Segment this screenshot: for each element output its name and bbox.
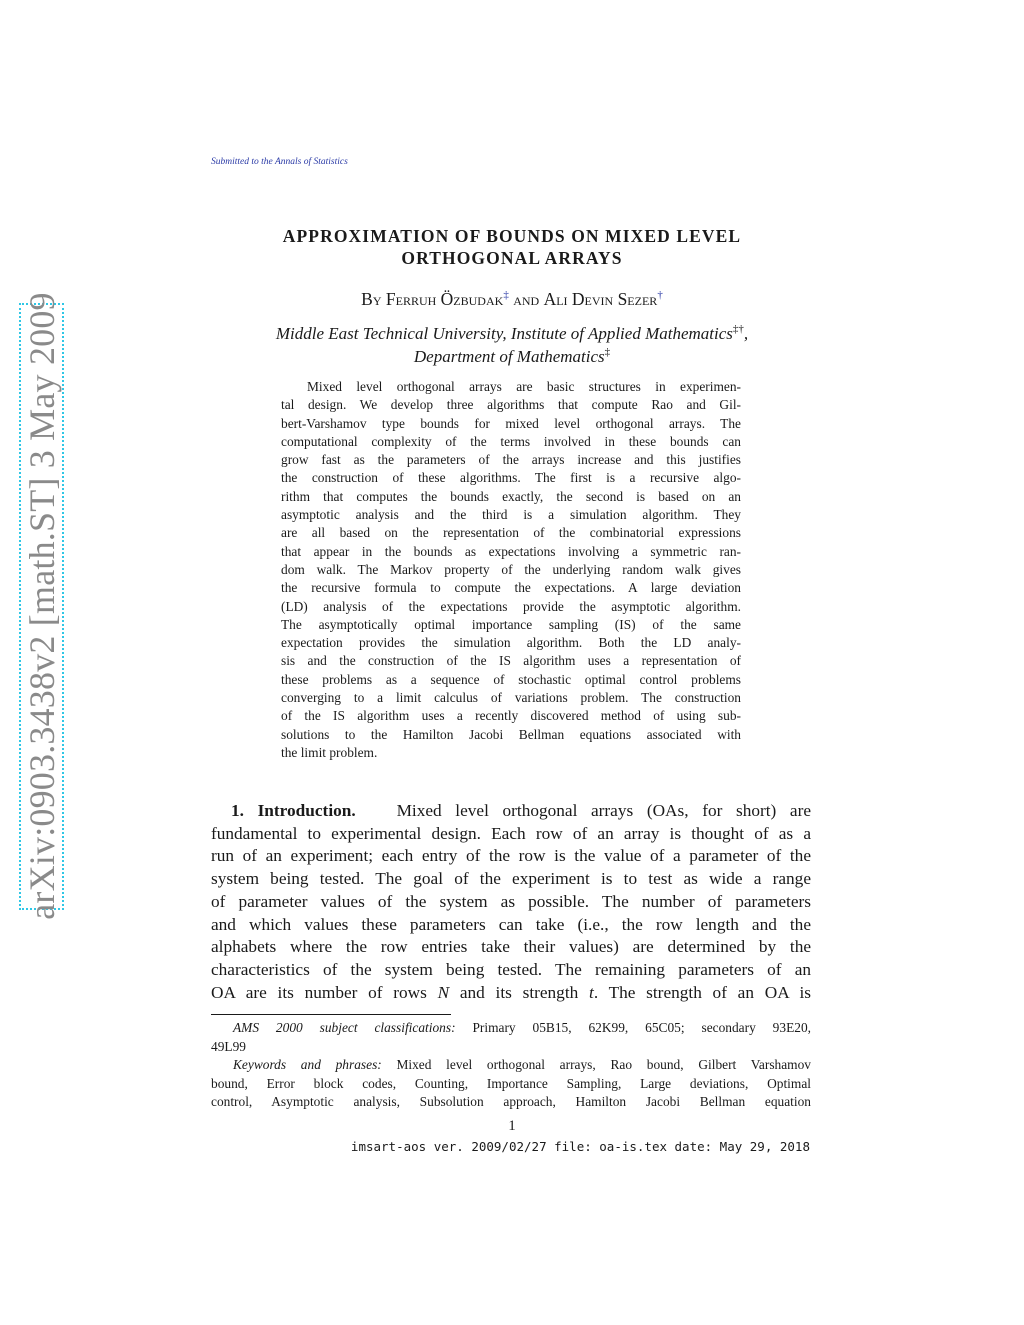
author-2: Ali Devin Sezer	[543, 289, 658, 309]
intro-last-a: OA are its number of rows	[211, 982, 427, 1002]
intro-last-c: . The strength of an OA is	[593, 982, 811, 1002]
intro-line: system being tested. The goal of the experiment is to test as wide a range	[211, 869, 811, 889]
intro-first-line-text: Mixed level orthogonal arrays (OAs, for short) are	[396, 801, 811, 820]
abstract-line: (LD) analysis of the expectations provide the asymptotic algorithm.	[281, 598, 741, 614]
affiliation-line-1	[212, 323, 812, 344]
abstract-line: the limit problem.	[281, 744, 378, 760]
keywords	[211, 1056, 811, 1112]
ams-codes: Primary 05B15, 62K99, 65C05; secondary 93E20,	[472, 1020, 811, 1035]
intro-line: and which values these parameters can take (i.e., the row length and the	[211, 914, 811, 934]
intro-line: characteristics of the system being tested. The remaining parameters of an	[211, 959, 811, 979]
ams-label: AMS 2000 subject classifications:	[233, 1020, 456, 1035]
abstract-line: expectation provides the simulation algorithm. Both the LD analy-	[281, 635, 741, 651]
intro-line: alphabets where the row entries take their values) are determined by the	[211, 937, 811, 957]
abstract-line: solutions to the Hamilton Jacobi Bellman equations associated with	[281, 726, 741, 742]
abstract-line: bert-Varshamov type bounds for mixed level orthogonal arrays. The	[281, 415, 741, 431]
abstract-line: Mixed level orthogonal arrays are basic structures in experimen-	[307, 379, 741, 394]
intro-line: run of an experiment; each entry of the row is the value of a parameter of the	[211, 846, 811, 866]
arxiv-stamp: arXiv:0903.3438v2 [math.ST] 3 May 2009	[22, 292, 62, 920]
abstract-line: that appear in the bounds as expectations involving a symmetric ran-	[281, 543, 741, 559]
submitted-note: Submitted to the Annals of Statistics	[211, 157, 348, 167]
author-2-mark: †	[657, 289, 663, 301]
page-number: 1	[508, 1118, 516, 1134]
abstract-line: tal design. We develop three algorithms that compute Rao and Gil-	[281, 397, 741, 413]
abstract-line: the recursive formula to compute the expectations. A large deviation	[281, 580, 741, 596]
author-1-mark: ‡	[503, 289, 509, 301]
affiliation-institute: Middle East Technical University, Institute of Applied Mathematics	[275, 324, 733, 343]
abstract-line: the construction of these algorithms. The first is a recursive algo-	[281, 470, 741, 486]
abstract-line: dom walk. The Markov property of the underlying random walk gives	[281, 561, 741, 577]
abstract-line: sis and the construction of the IS algorithm uses a representation of	[281, 653, 741, 669]
intro-first-line	[211, 800, 811, 823]
ams-line-2: 49L99	[211, 1038, 246, 1054]
keywords-text-1: Mixed level orthogonal arrays, Rao bound, Gilbert Varshamov	[396, 1057, 811, 1072]
and-word: and	[513, 289, 540, 309]
abstract-line: The asymptotically optimal importance sampling (IS) of the same	[281, 616, 741, 632]
abstract-line: of the IS algorithm uses a recently discovered method of using sub-	[281, 708, 741, 724]
ams-classification	[211, 1019, 811, 1056]
paper-title-line-2: ORTHOGONAL ARRAYS	[401, 248, 623, 268]
author-line	[212, 289, 812, 310]
affiliation-marks: ‡†	[732, 323, 744, 335]
abstract-line: rithm that computes the bounds exactly, the second is based on an	[281, 488, 741, 504]
intro-last-b: and its strength	[459, 982, 579, 1002]
abstract-line: grow fast as the parameters of the arrays increase and this justifies	[281, 452, 741, 468]
section-title: 1. Introduction.	[231, 801, 356, 820]
intro-line: of parameter values of the system as possible. The number of parameters	[211, 891, 811, 911]
affiliation-department: Department of Mathematics	[413, 347, 605, 366]
abstract-line: asymptotic analysis and the third is a simulation algorithm. They	[281, 507, 741, 523]
abstract-line: converging to a limit calculus of variations problem. The construction	[281, 690, 741, 706]
abstract	[281, 378, 741, 762]
footnote-rule	[211, 1014, 451, 1015]
intro-last-line	[211, 982, 811, 1005]
ams-line-1	[211, 1019, 811, 1038]
affiliation-comma: ,	[743, 324, 749, 343]
var-N: N	[437, 982, 450, 1002]
keywords-line-3: control, Asymptotic analysis, Subsolution approach, Hamilton Jacobi Bellman equation	[211, 1094, 811, 1109]
by-word: By	[361, 289, 382, 309]
abstract-line: are all based on the representation of the combinatorial expressions	[281, 525, 741, 541]
abstract-line: computational complexity of the terms involved in these bounds can	[281, 433, 741, 449]
affiliation-line-2	[212, 346, 812, 367]
intro-line: fundamental to experimental design. Each row of an array is thought of as a	[211, 823, 811, 843]
keywords-line-2: bound, Error block codes, Counting, Importance Sampling, Large deviations, Optimal	[211, 1075, 811, 1091]
paper-title-line-1: APPROXIMATION OF BOUNDS ON MIXED LEVEL	[282, 226, 742, 246]
keywords-label: Keywords and phrases:	[233, 1057, 382, 1072]
keywords-line-1	[211, 1056, 811, 1075]
introduction	[211, 800, 811, 1004]
var-t: t	[589, 982, 594, 1002]
abstract-line: these problems as a sequence of stochastic optimal control problems	[281, 671, 741, 687]
imsart-footer: imsart-aos ver. 2009/02/27 file: oa-is.tex date: May 29, 2018	[350, 1139, 810, 1154]
author-1: Ferruh Özbudak	[385, 289, 504, 309]
affiliation-2-mark: ‡	[604, 346, 611, 358]
